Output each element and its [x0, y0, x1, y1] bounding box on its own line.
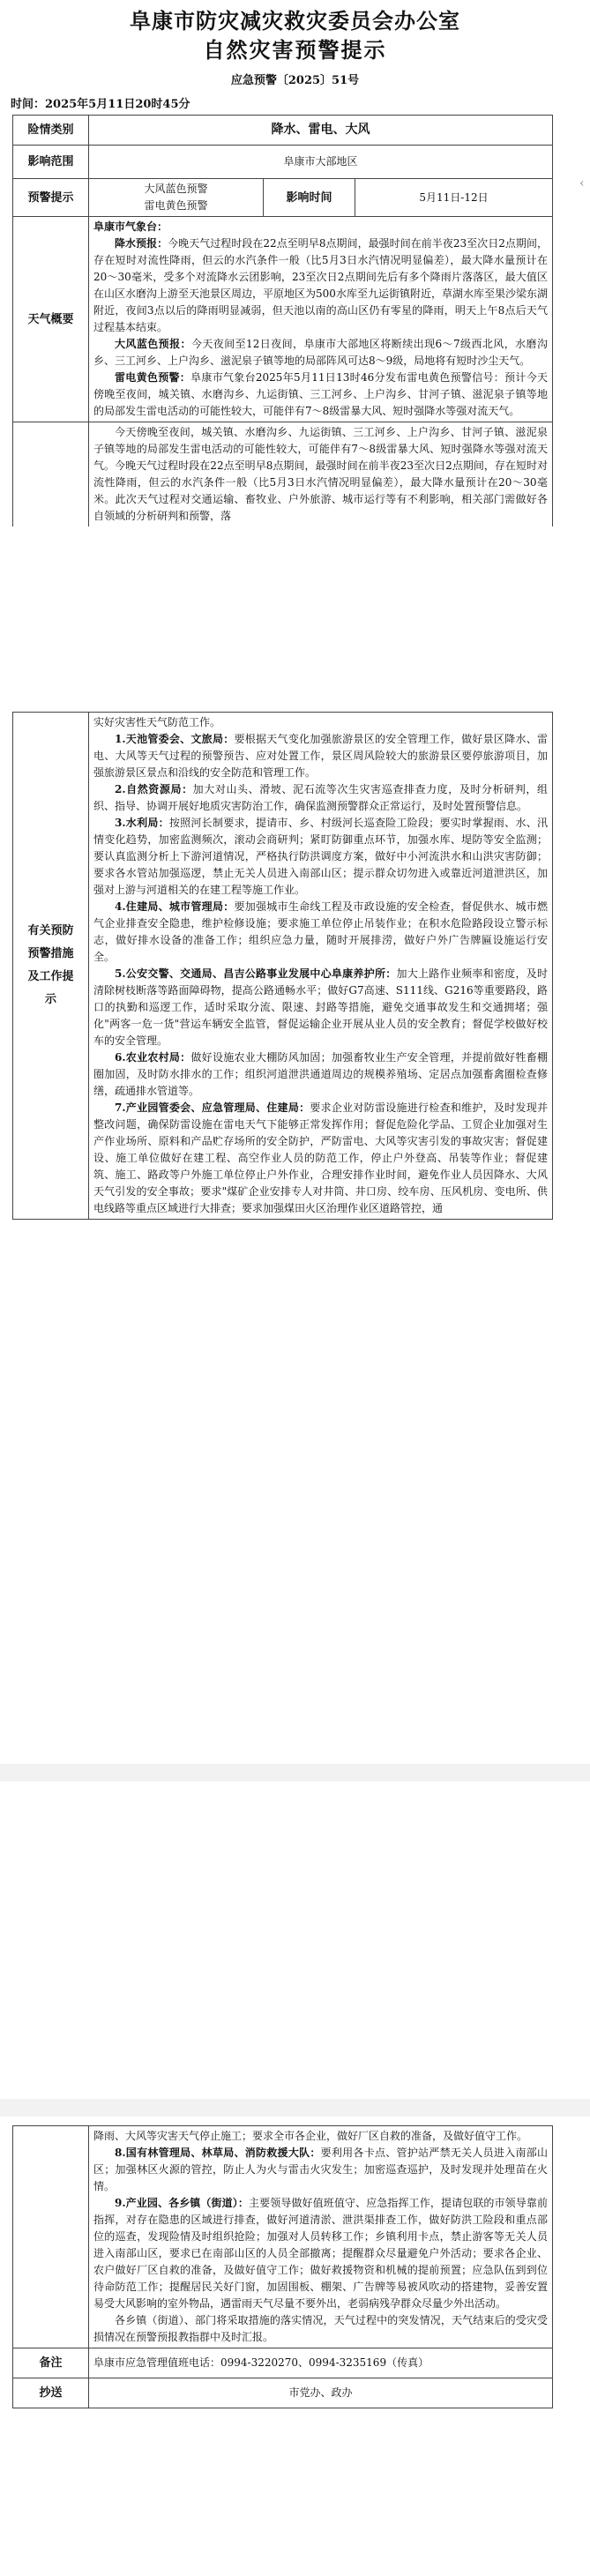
rain-text: 今晚天气过程时段在22点至明早8点期间，最强时间在前半夜23至次日2点期间，存在短时对流性降雨，但云的水汽条件一般（比5月3日水汽情况明显偏差），最大降水量预计在20～30毫米，受多个对流降水云团影响，23至次日2点期间先后有多个降雨片落落区，最大值区在山区水磨沟上游至天池景区周边，平原地区为500水库至九运街镇附近，草湖水库至果沙梁东湖附近，夜间3点以后的降雨明显减弱，但天池以南的高山区仍有零星的降雨，明天上午8点后天气过程基本结束。 [93, 237, 548, 333]
measures-table [12, 712, 553, 1220]
cc-value: 市党办、政办 [89, 2378, 553, 2408]
measure-6-heading: 6.农业农村局： [115, 1051, 191, 1064]
scope-label: 影响范围 [13, 146, 89, 179]
page-3 [0, 2117, 590, 2576]
measure-9 [93, 2195, 548, 2312]
cc-label: 抄送 [13, 2378, 89, 2408]
measure-1 [93, 731, 548, 781]
title-line-2: 自然灾害预警提示 [203, 37, 387, 63]
measure-8-text: 要利用各卡点、管护站严禁无关人员进入南部山区；加强林区火源的管控，防止人为火与雷击火灾发生；加密巡查巡护，及时发现并处理苗在火情。 [93, 2147, 548, 2192]
thunder-text: 阜康市气象台2025年5月11日13时46分发布雷电黄色预警信号：预计今天傍晚至夜间，城关镇、水磨沟乡、九运街镇、三工河乡、上户沟乡、甘河子镇、滋泥泉子镇等地的局部发生雷电活动的可能性较大，可能伴有7～8级雷暴大风、短时强降水等强对流天气。 [93, 371, 548, 417]
hazard-label: 险情类别 [13, 116, 89, 146]
closing-paragraph: 各乡镇（街道）、部门将采取措施的落实情况，天气过程中的突发情况，天气结束后的受灾受损情况在预警预报教指群中及时汇报。 [93, 2314, 548, 2343]
document-header [0, 7, 590, 87]
rain-heading: 降水预报： [115, 237, 168, 250]
measure-7-text: 要求企业对防雷设施进行检查和维护，及时发现并整改问题，确保防雷设施在雷电天气下能够正常发挥作用；督促危险化学品、工贸企业加强对生产作业场所、原料和产品贮存场所的安全防护，严防雷电、大风等灾害引发的事故灾害；督促建设、施工单位做好在建工程、高空作业人员的防范工作，停止户外登高、吊装等作业；督促建筑、施工、路政等户外施工单位停止户外作业，合理安排作业时间，避免作业人员因降水、大风天气引发的安全事故；要求"煤矿企业安排专人对井筒、井口房、绞车房、压风机房、变电所、供电线路等重点区域进行大排查；要求加强煤田火区治理作业区道路管控，通 [93, 1101, 548, 1214]
issue-time: 时间：2025年5月11日20时45分 [11, 98, 190, 111]
overview-content [89, 217, 553, 422]
measure-6-text: 做好设施农业大棚防风加固；加强畜牧业生产安全管理，并提前做好牲畜棚圈加固，及时防水排水的工作；组织河道泄洪通道周边的规模养殖场、定居点加强畜禽圈检查修缮，疏通排水管道等。 [93, 1051, 548, 1097]
measure-5-heading: 5.公安交警、交通局、昌吉公路事业发展中心阜康养护所： [115, 967, 397, 980]
note-value: 阜康市应急管理值班电话：0994-3220270、0994-3235169（传真） [89, 2348, 553, 2378]
thunder-yellow-warning: 雷电黄色预警 [144, 199, 208, 212]
overview-label: 天气概要 [13, 217, 89, 422]
measure-5-text: 加大上路作业频率和密度，及时清除树枝断落等路面障碍物，提高公路通畅水平；做好G7高速、S111线、G216等重要路段，路口的执勤和巡逻工作，适时采取分流、限速、封路等措施，避免交通事故发生和交通拥堵；强化"两客一危一货"营运车辆安全监管，督促运输企业开展从业人员的安全教育；督促学校做好校车的安全管理。 [93, 967, 548, 1047]
forecast-paragraph-cell [89, 422, 553, 527]
thunder-heading: 雷电黄色预警： [115, 371, 191, 384]
measure-3 [93, 815, 548, 899]
measure-8 [93, 2145, 548, 2195]
warning-table [12, 115, 553, 526]
measure-7-heading: 7.产业园管委会、应急管理局、住建局： [115, 1101, 310, 1114]
continuation-text: 降雨、大风等灾害天气停止施工；要求全市各企业，做好厂区自救的准备，及做好值守工作。 [93, 2130, 528, 2142]
forecast-paragraph: 今天傍晚至夜间，城关镇、水磨沟乡、九运街镇、三工河乡、上户沟乡、甘河子镇、滋泥泉子镇等地的局部发生雷电活动的可能性较大，可能伴有7～8级雷暴大风、短时强降水等强对流天气。今晚天气过程时段在22点至明早8点期间，最强时间在前半夜23至次日2点期间，存在短时对流性降雨，但云的水汽条件一般（比5月3日水汽情况明显偏差），最大降水量预计在20～30毫米。此次天气过程对交通运输、畜牧业、户外旅游、城市运行等有不利影响，相关部门需做好各自领域的分析研判和预警，落 [93, 426, 548, 522]
measure-6 [93, 1049, 548, 1100]
measure-4-heading: 4.住建局、城市管理局： [115, 900, 235, 913]
time-label: 影响时间 [264, 179, 355, 217]
measure-3-heading: 3.水利局： [115, 817, 169, 829]
measure-3-text: 按照河长制要求，提请市、乡、村级河长巡查险工险段；要实时掌握雨、水、汛情变化趋势，加密监测频次，滚动会商研判；紧盯防御重点环节，加强水库、堤防等安全监测；要认真监测分析上下游河道情况，严格执行防洪调度方案，做好中小河流洪水和山洪灾害防御；要求各水管站加强巡逻，禁止无关人员进入南部山区；提示群众切勿进入或靠近河道泄洪区，加强对上游与河道相关的在建工程等施工作业。 [93, 817, 548, 896]
measure-2-text: 加大对山头、滑坡、泥石流等次生灾害巡查排查力度，及时分析研判，组织、指导、协调开展好地质灾害防治工作，确保监测预警群众正常运行，及时处置预警信息。 [93, 783, 548, 812]
measure-4-text: 要加强城市生命线工程及市政设施的安全检查，督促供水、城市燃气企业排查安全隐患，维护检修设施；要求施工单位停止吊装作业；在积水危险路段设立警示标志，做好排水设备的准备工作；组织应急力量，随时开展排涝，做好户外广告牌匾设施运行安全。 [93, 900, 548, 963]
measures-content [89, 713, 553, 1220]
measure-9-text: 主要领导做好值班值守、应急指挥工作，提请包联的市领导靠前指挥，对存在隐患的区域进行排查，做好河道清淤、泄洪渠排查工作，做好防洪工险段和重点部位的巡查，发现险情及时组织抢险；加强对人员转移工作；乡镇利用卡点，禁止游客等无关人员进入南部山区，要求已在南部山区的人员全部撤离；提醒群众尽量避免户外活动；要求各企业、农户做好厂区自救的准备，及做好值守工作；做好救援物资和机械的提前预置；应急队伍到到位待命防范工作；提醒居民关好门窗，加固围板、棚架、广告牌等易被风吹动的搭建物，妥善安置易受大风影响的室外物品，遇雷雨天气尽量不要外出，老弱病残孕群众尽量少外出活动。 [93, 2197, 548, 2310]
measure-1-heading: 1.天池管委会、文旅局： [115, 733, 235, 745]
measure-2-heading: 2.自然资源局： [115, 783, 193, 795]
warning-value [89, 179, 264, 217]
time-value: 5月11日-12日 [355, 179, 553, 217]
measures-label: 有关预防预警措施及工作提示 [13, 713, 89, 1220]
wind-heading: 大风蓝色预报： [115, 338, 191, 350]
measure-2 [93, 781, 548, 815]
measure-7 [93, 1100, 548, 1217]
measures-intro: 实好灾害性天气防范工作。 [93, 716, 221, 728]
measure-4 [93, 899, 548, 966]
wind-text: 今天夜间至12日夜间，阜康市大部地区将断续出现6～7级西北风，水磨沟乡、三工河乡、上户沟乡、滋泥泉子镇等地的局部阵风可达8～9级，局地将有短时沙尘天气。 [93, 338, 548, 367]
forecast-left-cell [13, 422, 89, 527]
side-scroll-arrow-icon[interactable]: ‹ [579, 176, 585, 190]
warning-label: 预警提示 [13, 179, 89, 217]
note-label: 备注 [13, 2348, 89, 2378]
hazard-value: 降水、雷电、大风 [89, 116, 553, 146]
overview-intro: 阜康市气象台： [93, 220, 168, 233]
document-number: 应急预警〔2025〕51号 [230, 74, 360, 87]
page-2-blank [0, 1781, 590, 2099]
measure-1-text: 要根据天气变化加强旅游景区的安全管理工作，做好景区降水、雷电、大风等天气过程的预警预告、应对处置工作，景区周风险较大的旅游景区要停旅游项目，加强旅游景区景点和沿线的安全防范和管理工作。 [93, 733, 548, 779]
measure-5 [93, 966, 548, 1049]
continuation-table [12, 2125, 553, 2408]
measure-8-heading: 8.国有林管理局、林草局、消防救援大队： [115, 2147, 321, 2159]
continuation-content [89, 2126, 553, 2348]
title-line-1: 阜康市防灾减灾救灾委员会办公室 [130, 8, 460, 34]
measure-9-heading: 9.产业园、各乡镇（街道）： [115, 2197, 249, 2209]
wind-blue-warning: 大风蓝色预警 [144, 183, 208, 195]
continuation-left-cell [13, 2126, 89, 2348]
scope-value: 阜康市大部地区 [89, 146, 553, 179]
